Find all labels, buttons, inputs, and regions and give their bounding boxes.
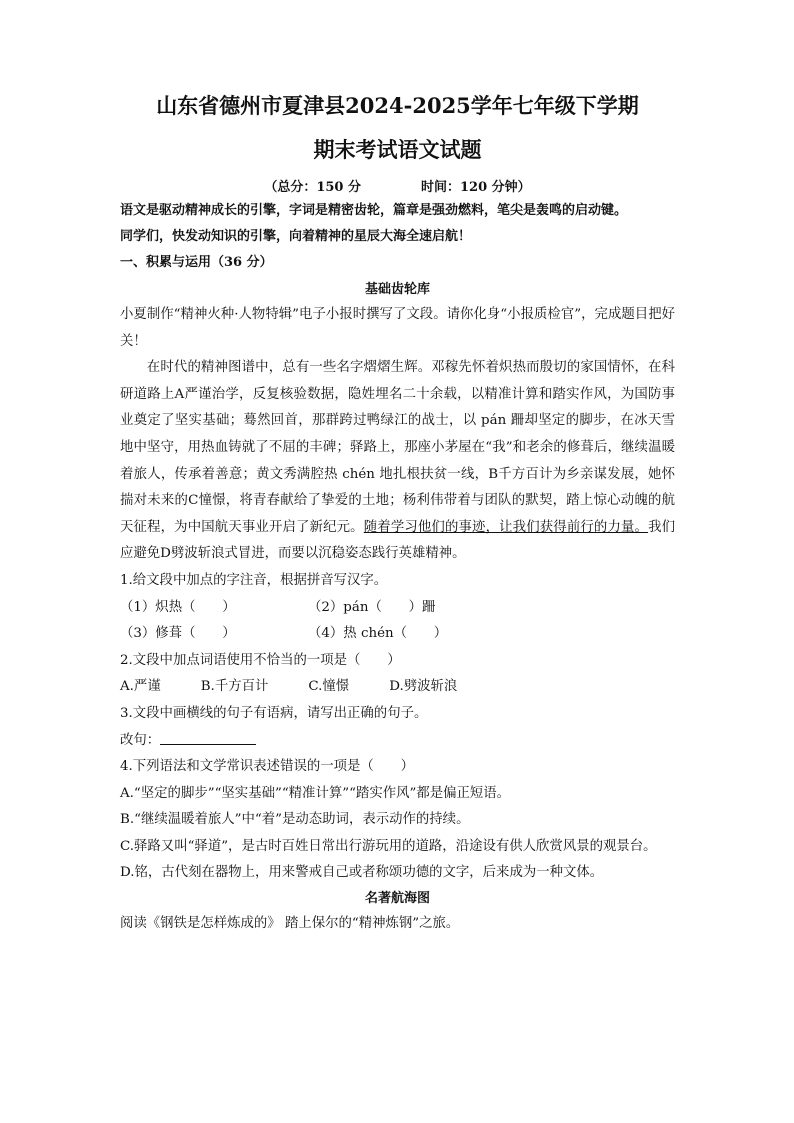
sub-heading-basics: 基础齿轮库 xyxy=(364,282,430,297)
total-score: （总分：150 分 xyxy=(264,180,361,195)
q1-row-2 xyxy=(120,621,675,648)
q4-option-d: D.铭，古代刻在器物上，用来警戒自己或者称颂功德的文字，后来成为一种文体。 xyxy=(120,865,604,881)
q1-item-4: （4）热 chén（ ） xyxy=(308,626,448,642)
q3-answer-label: 改句： xyxy=(120,732,161,748)
q2-option-a: A.严谨 xyxy=(120,679,161,695)
section-heading: 一、积累与运用（36 分） xyxy=(120,255,273,270)
q4-option-b: B.“继续温暖着旅人”中“着”是动态助词，表示动作的持续。 xyxy=(120,812,470,828)
q1-item-3: （3）修葺（ ） xyxy=(120,626,236,642)
q4-option-c: C.驿路又叫“驿道”，是古时百姓日常出行游玩用的道路，沿途设有供人欣赏风景的观景台。 xyxy=(120,838,657,854)
exam-page xyxy=(120,92,675,938)
underlined-sentence: 随着学习他们的事迹，让我们获得前行的力量。 xyxy=(363,519,649,535)
q4-option-a: A.“坚定的脚步”“坚实基础”“精准计算”“踏实作风”都是偏正短语。 xyxy=(120,785,511,801)
q2-option-d: D.劈波斩浪 xyxy=(389,679,458,695)
q2-options xyxy=(120,674,675,701)
passage-part-a: 在时代的精神图谱中，总有一些名字熠熠生辉。邓稼先怀着炽热而殷切的家国情怀，在科研道路上A严谨治学，反复核验数据，隐姓埋名二十余载，以精准计算和踏实作风，为国防事业奠定了坚实基础；蓦然回首，那群跨过鸭绿江的战士，以 pán 跚却坚定的脚步，在冰天雪地中坚守，用热血铸就了不屈的丰碑；驿路上，那座小茅屋在“我”和老余的修葺后，继续温暖着旅人，传承着善意；黄文秀满腔热 chén 地扎根扶贫一线，B千方百计为乡亲谋发展，她怀揣对未来的C憧憬，将青春献给了挚爱的土地；杨利伟带着与团队的默契，踏上惊心动魄的航天征程，为中国航天事业开启了新纪元。 xyxy=(120,360,675,535)
intro-line-1: 语文是驱动精神成长的引擎，字词是精密齿轮，篇章是强劲燃料，笔尖是轰鸣的启动键。 xyxy=(120,203,628,218)
q2-option-c: C.憧憬 xyxy=(308,679,350,695)
q2-stem: 2.文段中加点词语使用不恰当的一项是（ ） xyxy=(120,652,401,668)
q1-stem: 1.给文段中加点的字注音，根据拼音写汉字。 xyxy=(120,572,388,588)
classics-intro: 阅读《钢铁是怎样炼成的》 踏上保尔的“精神炼钢”之旅。 xyxy=(120,916,460,932)
task-instruction: 小夏制作“精神火种·人物特辑”电子小报时撰写了文段。请你化身“小报质检官”，完成题目把好关！ xyxy=(120,307,675,349)
answer-blank[interactable] xyxy=(160,728,256,745)
q1-item-2: （2）pán（ ）跚 xyxy=(308,599,436,615)
q3-stem: 3.文段中画横线的句子有语病，请写出正确的句子。 xyxy=(120,705,428,721)
exam-title-line1: 山东省德州市夏津县2024-2025学年七年级下学期 xyxy=(156,93,639,118)
q1-item-1: （1）炽热（ ） xyxy=(120,599,236,615)
q3-answer-row xyxy=(120,728,675,755)
q1-row-1 xyxy=(120,595,675,622)
reading-passage xyxy=(120,355,675,568)
exam-time: 时间：120 分钟） xyxy=(421,180,531,195)
passage-part-b: 我们应避免D劈波斩浪式冒进，而要以沉稳姿态践行英雄精神。 xyxy=(120,519,676,562)
exam-title-line2: 期末考试语文试题 xyxy=(313,137,482,162)
sub-heading-classics: 名著航海图 xyxy=(364,891,430,907)
q2-option-b: B.千方百计 xyxy=(200,679,269,695)
q4-stem: 4.下列语法和文学常识表述错误的一项是（ ） xyxy=(120,759,414,775)
intro-line-2: 同学们，快发动知识的引擎，向着精神的星辰大海全速启航！ xyxy=(120,229,472,244)
score-time-line xyxy=(120,178,675,198)
